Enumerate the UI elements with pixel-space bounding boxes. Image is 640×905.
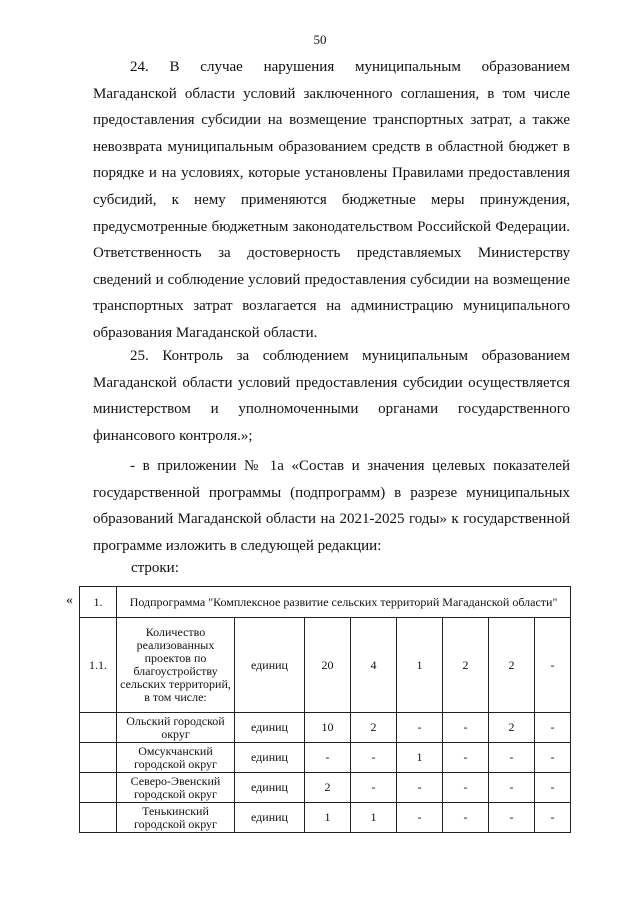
value-cell: -	[351, 743, 397, 773]
unit-cell: единиц	[235, 743, 305, 773]
value-cell: -	[443, 743, 489, 773]
value-cell: -	[535, 618, 571, 713]
municipality-name: Тенькинский городской округ	[117, 803, 235, 833]
value-cell: -	[535, 773, 571, 803]
paragraph-24: 24. В случае нарушения муниципальным образованием Магаданской области условий заключенного соглашения, в том числе предоставления субсидии на возмещение транспортных затрат, а также невозврата муниципальным образованием средств в областной бюджет в порядке и на условиях, которые установлены Правилами предоставления субсидий, к нему применяются бюджетные меры принуждения, предусмотренные бюджетным законодательством Российской Федерации. Ответственность за достоверность представляемых Министерству сведений и соблюдение условий предоставления субсидии на возмещение транспортных затрат возлагается на администрацию муниципального образования Магаданской области.	[93, 59, 570, 341]
value-cell: 1	[397, 743, 443, 773]
unit-cell: единиц	[235, 618, 305, 713]
page-number: 50	[313, 32, 327, 47]
table-row	[80, 713, 571, 743]
value-cell: 2	[305, 773, 351, 803]
indicator-name: Количество реализованных проектов по благоустройству сельских территорий, в том числе:	[117, 618, 235, 713]
opening-quote-mark: «	[66, 593, 73, 608]
value-cell: -	[351, 773, 397, 803]
subprogram-title: Подпрограмма "Комплексное развитие сельских территорий Магаданской области"	[117, 587, 571, 618]
value-cell: -	[535, 803, 571, 833]
table-row-subprogram	[80, 587, 571, 618]
value-cell: -	[489, 743, 535, 773]
unit-cell: единиц	[235, 713, 305, 743]
table-row	[80, 743, 571, 773]
value-cell: 2	[443, 618, 489, 713]
table-row-indicator	[80, 618, 571, 713]
value-cell: 1	[351, 803, 397, 833]
value-cell: 2	[351, 713, 397, 743]
value-cell: -	[535, 743, 571, 773]
row-number: 1.	[80, 587, 117, 618]
value-cell: -	[443, 803, 489, 833]
lines-label: строки:	[131, 560, 179, 576]
row-number	[80, 713, 117, 743]
municipality-name: Омсукчанский городской округ	[117, 743, 235, 773]
value-cell: 4	[351, 618, 397, 713]
table-row	[80, 773, 571, 803]
value-cell: -	[535, 713, 571, 743]
table-row	[80, 803, 571, 833]
municipality-name: Северо-Эвенский городской округ	[117, 773, 235, 803]
value-cell: 2	[489, 713, 535, 743]
value-cell: 1	[397, 618, 443, 713]
row-number	[80, 773, 117, 803]
value-cell: 2	[489, 618, 535, 713]
value-cell: -	[397, 713, 443, 743]
unit-cell: единиц	[235, 803, 305, 833]
value-cell: -	[443, 713, 489, 743]
paragraph-25: 25. Контроль за соблюдением муниципальным образованием Магаданской области условий предоставления субсидии осуществляется министерством и уполномоченными органами государственного финансового контроля.»;	[93, 348, 570, 444]
row-number: 1.1.	[80, 618, 117, 713]
value-cell: 10	[305, 713, 351, 743]
value-cell: -	[397, 803, 443, 833]
amendment-paragraph: - в приложении № 1а «Состав и значения целевых показателей государственной программы (подпрограмм) в разрезе муниципальных образований Магаданской области на 2021-2025 годы» к государственной программе изложить в следующей редакции:	[93, 458, 570, 554]
value-cell: -	[489, 803, 535, 833]
row-number	[80, 743, 117, 773]
value-cell: 20	[305, 618, 351, 713]
target-indicators-table	[79, 586, 571, 833]
municipality-name: Ольский городской округ	[117, 713, 235, 743]
row-number	[80, 803, 117, 833]
unit-cell: единиц	[235, 773, 305, 803]
value-cell: -	[443, 773, 489, 803]
value-cell: 1	[305, 803, 351, 833]
value-cell: -	[305, 743, 351, 773]
value-cell: -	[397, 773, 443, 803]
value-cell: -	[489, 773, 535, 803]
